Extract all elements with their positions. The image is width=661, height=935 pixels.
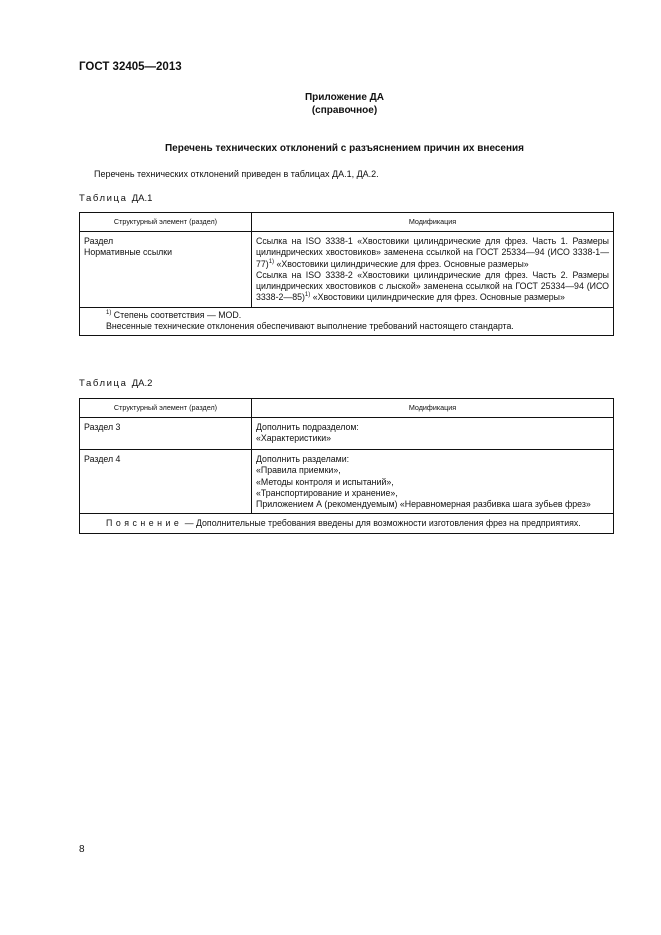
table1-caption: [79, 193, 152, 204]
table2-element-cell: [80, 418, 252, 450]
table1-element-line: Раздел: [84, 236, 114, 246]
table2-header-row: [80, 399, 614, 418]
table2-caption-label: Таблица: [79, 378, 128, 389]
table1-footnote: [106, 310, 609, 321]
table-da2: [79, 398, 614, 534]
footnote-ref: 1): [268, 258, 275, 265]
mod-text: Ссылка на ISO 3338-2 «Хвостовики цилиндрические для фрез. Часть 2. Размеры цилиндрических хвостовиков с лыской» заменена ссылкой на ГОСТ 25334—94 (ИСО 3338-2—85): [256, 269, 612, 303]
table1-header-modification: Модификация: [252, 213, 614, 232]
table-row: [80, 418, 614, 450]
section-title: Перечень технических отклонений с разъяснением причин их внесения: [164, 143, 525, 154]
table1-footer-row: [80, 307, 614, 336]
table2-element-text: Раздел 4: [84, 454, 121, 464]
table2-element-cell: [80, 450, 252, 514]
table1-header-row: [80, 213, 614, 232]
document-id: ГОСТ 32405—2013: [79, 61, 182, 73]
table-row: [80, 450, 614, 514]
table1-footer-cell: [80, 307, 614, 336]
appendix-title: Приложение ДА: [304, 92, 385, 103]
table1-modification-cell: [252, 232, 614, 308]
table2-explanation-row: [80, 514, 614, 533]
explanation-text: — Дополнительные требования введены для возможности изготовления фрез на предприятиях.: [182, 518, 581, 529]
table2-modification-cell: [252, 450, 614, 514]
table-da1: [79, 212, 614, 336]
table2-caption-number: ДА.2: [131, 378, 153, 389]
table1-element-line: Нормативные ссылки: [84, 247, 173, 258]
footnote-text: Степень соответствия — MOD.: [111, 309, 242, 320]
table-row: [80, 232, 614, 308]
appendix-subtitle: (справочное): [311, 105, 378, 116]
appendix-heading: [0, 91, 661, 117]
table1-footer-note: Внесенные технические отклонения обеспечивают выполнение требований настоящего стандарта.: [106, 321, 514, 332]
table2-header-element: Структурный элемент (раздел): [80, 399, 252, 418]
table2-explanation-cell: [80, 514, 614, 533]
footnote-mark: 1): [106, 309, 112, 316]
explanation-label: Пояснение: [106, 518, 183, 529]
table1-header-element: Структурный элемент (раздел): [80, 213, 252, 232]
table2-mod-text: Дополнить разделами: «Правила приемки», «Методы контроля и испытаний», «Транспортирование и хранение», Приложением А (рекомендуемым) «Неравномерная разбивка шага зубьев фрез»: [256, 454, 591, 510]
table1-caption-label: Таблица: [79, 193, 128, 204]
mod-text: «Хвостовики цилиндрические для фрез. Основные размеры»: [274, 258, 529, 269]
table1-element-cell: [80, 232, 252, 308]
intro-paragraph: Перечень технических отклонений приведен в таблицах ДА.1, ДА.2.: [94, 169, 379, 179]
footnote-ref: 1): [304, 292, 311, 299]
table2-header-modification: Модификация: [252, 399, 614, 418]
table1-mod-paragraph-1: [256, 236, 612, 270]
page-number: 8: [79, 844, 85, 855]
mod-text: «Хвостовики цилиндрические для фрез. Основные размеры»: [310, 292, 565, 303]
table1-mod-paragraph-2: [256, 269, 612, 304]
table1-caption-number: ДА.1: [131, 193, 153, 204]
table2-modification-cell: [252, 418, 614, 450]
table2-mod-text: Дополнить подразделом: «Характеристики»: [256, 422, 359, 444]
mod-text: Ссылка на ISO 3338-1 «Хвостовики цилиндрические для фрез. Часть 1. Размеры цилиндрических хвостовиков» заменена ссылкой на ГОСТ 25334—94 (ИСО 3338-1—77): [256, 236, 612, 269]
table2-element-text: Раздел 3: [84, 422, 121, 432]
table2-caption: [79, 378, 152, 389]
